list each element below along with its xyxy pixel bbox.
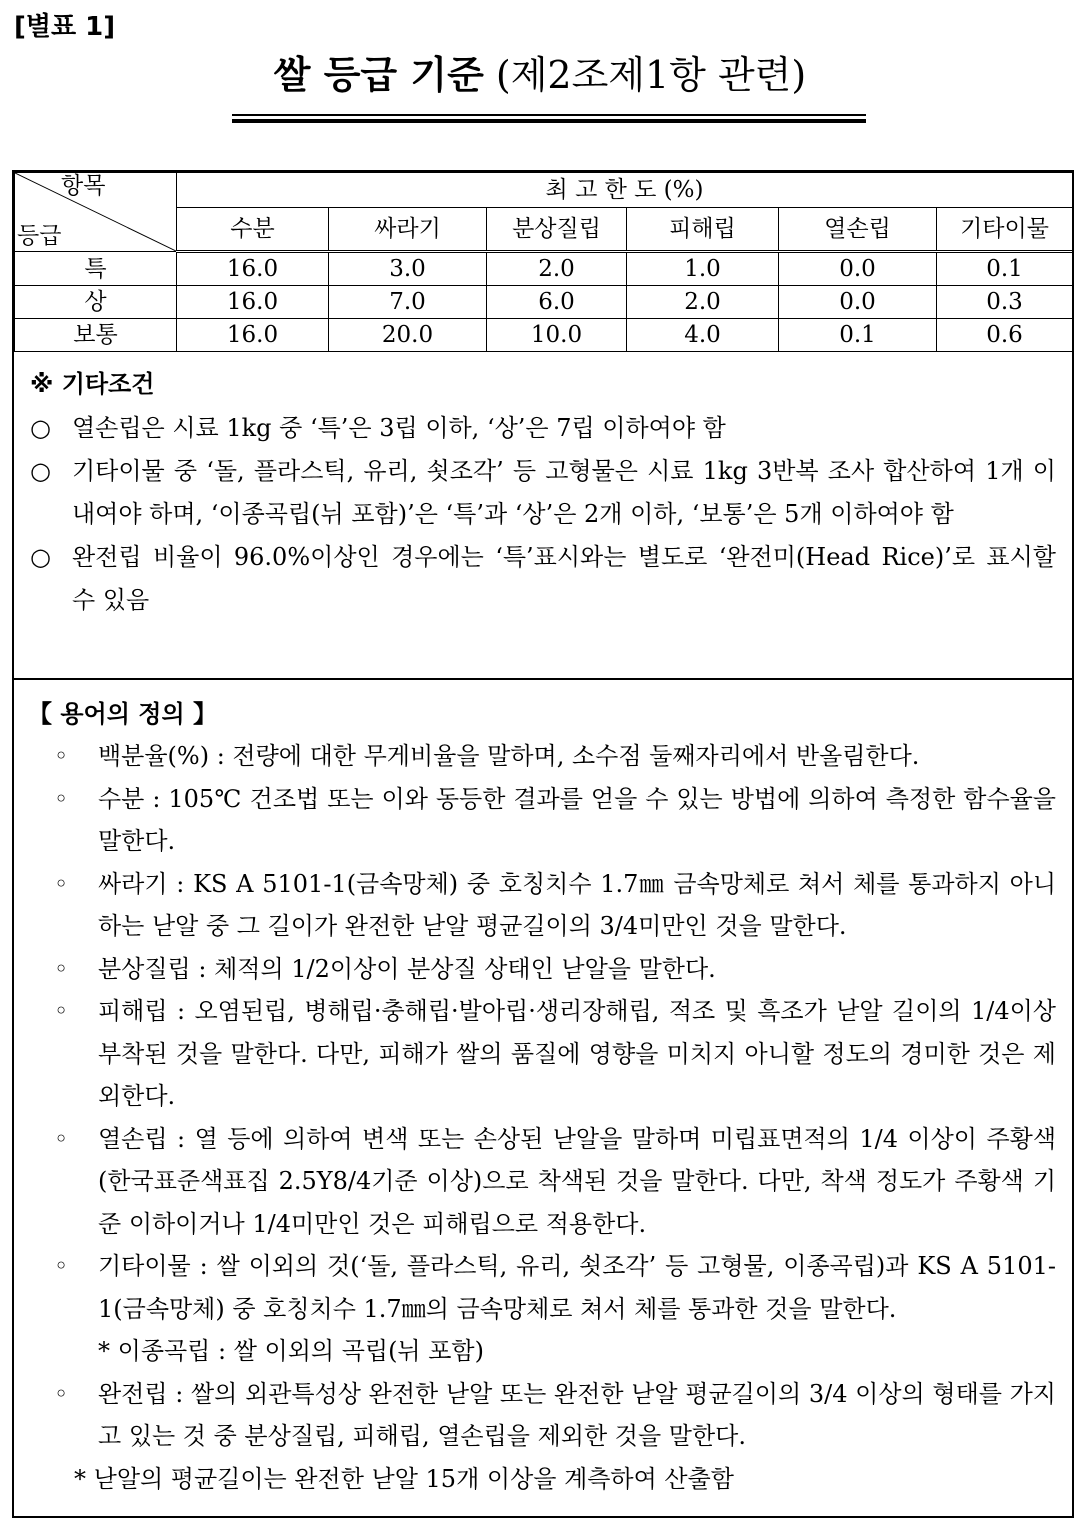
value-cell: 0.3 <box>937 286 1073 319</box>
value-cell: 2.0 <box>487 252 627 286</box>
condition-text: 열손립은 시료 1kg 중 ‘특’은 3립 이하, ‘상’은 7립 이하여야 함 <box>72 414 726 442</box>
small-circle-bullet-icon: ◦ <box>54 869 69 898</box>
condition-text: 기타이물 중 ‘돌, 플라스틱, 유리, 쇳조각’ 등 고형물은 시료 1kg 3반복 조사 합산하여 1개 이내여야 하며, ‘이종곡립(뉘 포함)’은 ‘특’과 ‘상’은 2개 이하, ‘보통’은 5개 이하여야 함 <box>72 457 1056 528</box>
definition-item <box>28 990 1056 1118</box>
definition-note: * 낟알의 평균길이는 완전한 낟알 15개 이상을 계측하여 산출함 <box>74 1464 734 1493</box>
small-circle-bullet-icon: ◦ <box>54 997 69 1025</box>
table-row <box>15 286 1073 319</box>
definition-text: 완전립 : 쌀의 외관특성상 완전한 낟알 또는 완전한 낟알 평균길이의 3/4 이상의 형태를 가지고 있는 것 중 분상질립, 피해립, 열손립을 제외한 것을 말한다. <box>98 1379 1056 1450</box>
grade-cell: 특 <box>15 252 177 286</box>
value-cell: 16.0 <box>177 286 329 319</box>
page-title-main: 쌀 등급 기준 <box>273 53 484 97</box>
condition-item <box>30 536 1056 622</box>
definition-item <box>28 1118 1056 1246</box>
column-header: 열손립 <box>779 208 937 252</box>
definition-item <box>28 1245 1056 1330</box>
definition-text: 백분율(%) : 전량에 대한 무게비율을 말하며, 소수점 둘째자리에서 반올림한다. <box>98 742 920 770</box>
other-conditions-section <box>14 350 1072 680</box>
circle-bullet-icon: ○ <box>30 543 51 571</box>
small-circle-bullet-icon: ◦ <box>54 742 69 770</box>
definition-item <box>28 1373 1056 1458</box>
definitions-heading: 【 용어의 정의 】 <box>28 700 217 728</box>
definition-text: 피해립 : 오염된립, 병해립·충해립·발아립·생리장해립, 적조 및 흑조가 낟알 길이의 1/4이상 부착된 것을 말한다. 다만, 피해가 쌀의 품질에 영향을 미치지 아니할 정도의 경미한 것은 제외한다. <box>98 997 1056 1110</box>
value-cell: 7.0 <box>329 286 487 319</box>
small-circle-bullet-icon: ◦ <box>54 1252 69 1280</box>
value-cell: 2.0 <box>627 286 779 319</box>
value-cell: 0.0 <box>779 252 937 286</box>
circle-bullet-icon: ○ <box>30 414 51 442</box>
value-cell: 4.0 <box>627 319 779 352</box>
definition-item <box>28 948 1056 991</box>
page-title-sub: (제2조제1항 관련) <box>495 53 807 97</box>
value-cell: 0.1 <box>937 252 1073 286</box>
max-limit-header: 최 고 한 도 (%) <box>177 173 1073 208</box>
corner-label-item: 항목 <box>61 173 106 199</box>
definitions-section <box>14 680 1072 1516</box>
corner-label-grade: 등급 <box>17 223 62 249</box>
definition-item <box>28 863 1056 948</box>
value-cell: 3.0 <box>329 252 487 286</box>
annex-label: [별표 1] <box>14 12 116 42</box>
definition-item <box>28 778 1056 863</box>
value-cell: 10.0 <box>487 319 627 352</box>
column-header: 수분 <box>177 208 329 252</box>
value-cell: 0.1 <box>779 319 937 352</box>
condition-text: 완전립 비율이 96.0%이상인 경우에는 ‘특’표시와는 별도로 ‘완전미(Head Rice)’로 표시할 수 있음 <box>72 543 1056 614</box>
definition-text: 기타이물 : 쌀 이외의 것(‘돌, 플라스틱, 유리, 쇳조각’ 등 고형물, 이종곡립)과 KS A 5101-1(금속망체) 중 호칭치수 1.7㎜의 금속망체로 쳐서 체를 통과한 것을 말한다. <box>98 1252 1056 1323</box>
page-title <box>0 44 1080 99</box>
definition-item <box>28 735 1056 778</box>
table-corner-cell <box>15 173 177 252</box>
grade-table <box>14 172 1073 352</box>
small-circle-bullet-icon: ◦ <box>54 1124 69 1153</box>
definition-text: 분상질립 : 체적의 1/2이상이 분상질 상태인 낟알을 말한다. <box>98 954 716 983</box>
value-cell: 0.0 <box>779 286 937 319</box>
column-header: 기타이물 <box>937 208 1073 252</box>
definition-text: 수분 : 105℃ 건조법 또는 이와 동등한 결과를 얻을 수 있는 방법에 의하여 측정한 함수율을 말한다. <box>98 784 1056 855</box>
small-circle-bullet-icon: ◦ <box>54 784 69 813</box>
value-cell: 16.0 <box>177 319 329 352</box>
condition-item <box>30 407 1056 450</box>
column-header: 피해립 <box>627 208 779 252</box>
circle-bullet-icon: ○ <box>30 457 51 485</box>
table-row <box>15 252 1073 286</box>
other-conditions-heading: ※ 기타조건 <box>30 370 155 398</box>
grade-cell: 보통 <box>15 319 177 352</box>
small-circle-bullet-icon: ◦ <box>54 1379 69 1408</box>
value-cell: 1.0 <box>627 252 779 286</box>
value-cell: 20.0 <box>329 319 487 352</box>
definition-note: * 이종곡립 : 쌀 이외의 곡립(뉘 포함) <box>98 1337 484 1365</box>
condition-item <box>30 450 1056 536</box>
title-underline <box>232 114 866 121</box>
small-circle-bullet-icon: ◦ <box>54 954 69 983</box>
grade-cell: 상 <box>15 286 177 319</box>
table-row <box>15 319 1073 352</box>
value-cell: 6.0 <box>487 286 627 319</box>
column-header: 싸라기 <box>329 208 487 252</box>
column-header: 분상질립 <box>487 208 627 252</box>
document-frame <box>12 170 1074 1518</box>
definition-text: 열손립 : 열 등에 의하여 변색 또는 손상된 낟알을 말하며 미립표면적의 1/4 이상이 주황색(한국표준색표집 2.5Y8/4기준 이상)으로 착색된 것을 말한다. 다만, 착색 정도가 주황색 기준 이하이거나 1/4미만인 것은 피해립으로 적용한다. <box>98 1124 1056 1238</box>
value-cell: 16.0 <box>177 252 329 286</box>
definition-text: 싸라기 : KS A 5101-1(금속망체) 중 호칭치수 1.7㎜ 금속망체로 쳐서 체를 통과하지 아니하는 낟알 중 그 길이가 완전한 낟알 평균길이의 3/4미만인 것을 말한다. <box>98 869 1056 940</box>
value-cell: 0.6 <box>937 319 1073 352</box>
